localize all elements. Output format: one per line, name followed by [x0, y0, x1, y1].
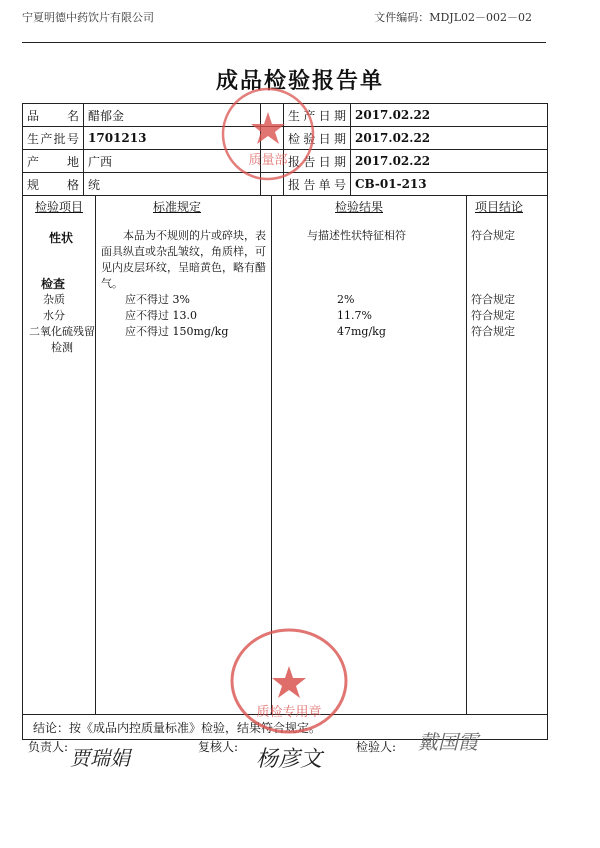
impurity-result: 2% [337, 293, 355, 306]
doc-number: 文件编码：MDJL02－002－02 [374, 11, 532, 24]
test-date-label: 检验日期 [284, 127, 351, 150]
origin: 广西 [84, 150, 261, 173]
reviewer-label: 复核人: [198, 740, 239, 754]
moisture-standard: 应不得过 13.0 [125, 309, 197, 322]
so2-conclusion: 符合规定 [471, 325, 515, 338]
impurity-standard: 应不得过 3% [125, 293, 190, 306]
impurity-conclusion: 符合规定 [471, 293, 515, 306]
check-label: 检查 [41, 277, 66, 291]
qc-seal-stamp [228, 626, 350, 736]
conclusion-text: 结论：按《成品内控质量标准》检验，结果符合规定。 [33, 721, 322, 735]
page-title: 成品检验报告单 [215, 69, 384, 94]
report-no-label: 报告单号 [284, 173, 351, 196]
inspector-label: 检验人: [356, 740, 397, 754]
moisture-item: 水分 [43, 309, 65, 322]
owner-signature: 贾瑞娟 [70, 746, 130, 770]
so2-item: 二氧化硫残留检测 [29, 325, 95, 354]
name-label: 品 名 [23, 104, 84, 127]
col-header-item: 检验项目 [35, 200, 84, 214]
so2-standard: 应不得过 150mg/kg [125, 325, 229, 338]
col-header-conclusion: 项目结论 [475, 200, 524, 214]
batch-label: 生产批号 [23, 127, 84, 150]
quality-dept-stamp [218, 84, 318, 184]
moisture-result: 11.7% [337, 309, 372, 322]
report-number: CB-01-213 [351, 173, 548, 196]
header-divider [22, 42, 546, 43]
col-header-standard: 标准规定 [153, 200, 202, 214]
moisture-conclusion: 符合规定 [471, 309, 515, 322]
col-header-result: 检验结果 [335, 200, 384, 214]
report-date-label: 报告日期 [284, 150, 351, 173]
product-name: 醋郁金 [84, 104, 261, 127]
report-date: 2017.02.22 [351, 150, 548, 173]
character-label: 性状 [49, 231, 74, 245]
spec: 统 [84, 173, 261, 196]
company-header: 宁夏明德中药饮片有限公司 [22, 11, 154, 24]
batch-number: 1701213 [84, 127, 261, 150]
svg-text:质量部: 质量部 [248, 153, 288, 168]
inspector-signature: 戴国霞 [418, 730, 478, 754]
reviewer-signature: 杨彦文 [256, 747, 323, 772]
character-standard: 本品为不规则的片或碎块，表面具纵直或杂乱皱纹，角质样，可见内皮层环纹，呈暗黄色，略有醋气。 [101, 229, 266, 290]
prod-date: 2017.02.22 [351, 104, 548, 127]
owner-label: 负责人: [28, 740, 69, 754]
impurity-item: 杂质 [43, 293, 65, 306]
spec-label: 规 格 [23, 173, 84, 196]
test-date: 2017.02.22 [351, 127, 548, 150]
character-conclusion: 符合规定 [471, 229, 515, 242]
svg-text:质检专用章: 质检专用章 [256, 705, 322, 720]
character-result: 与描述性状特征相符 [307, 229, 406, 242]
origin-label: 产 地 [23, 150, 84, 173]
prod-date-label: 生产日期 [284, 104, 351, 127]
so2-result: 47mg/kg [337, 325, 386, 338]
